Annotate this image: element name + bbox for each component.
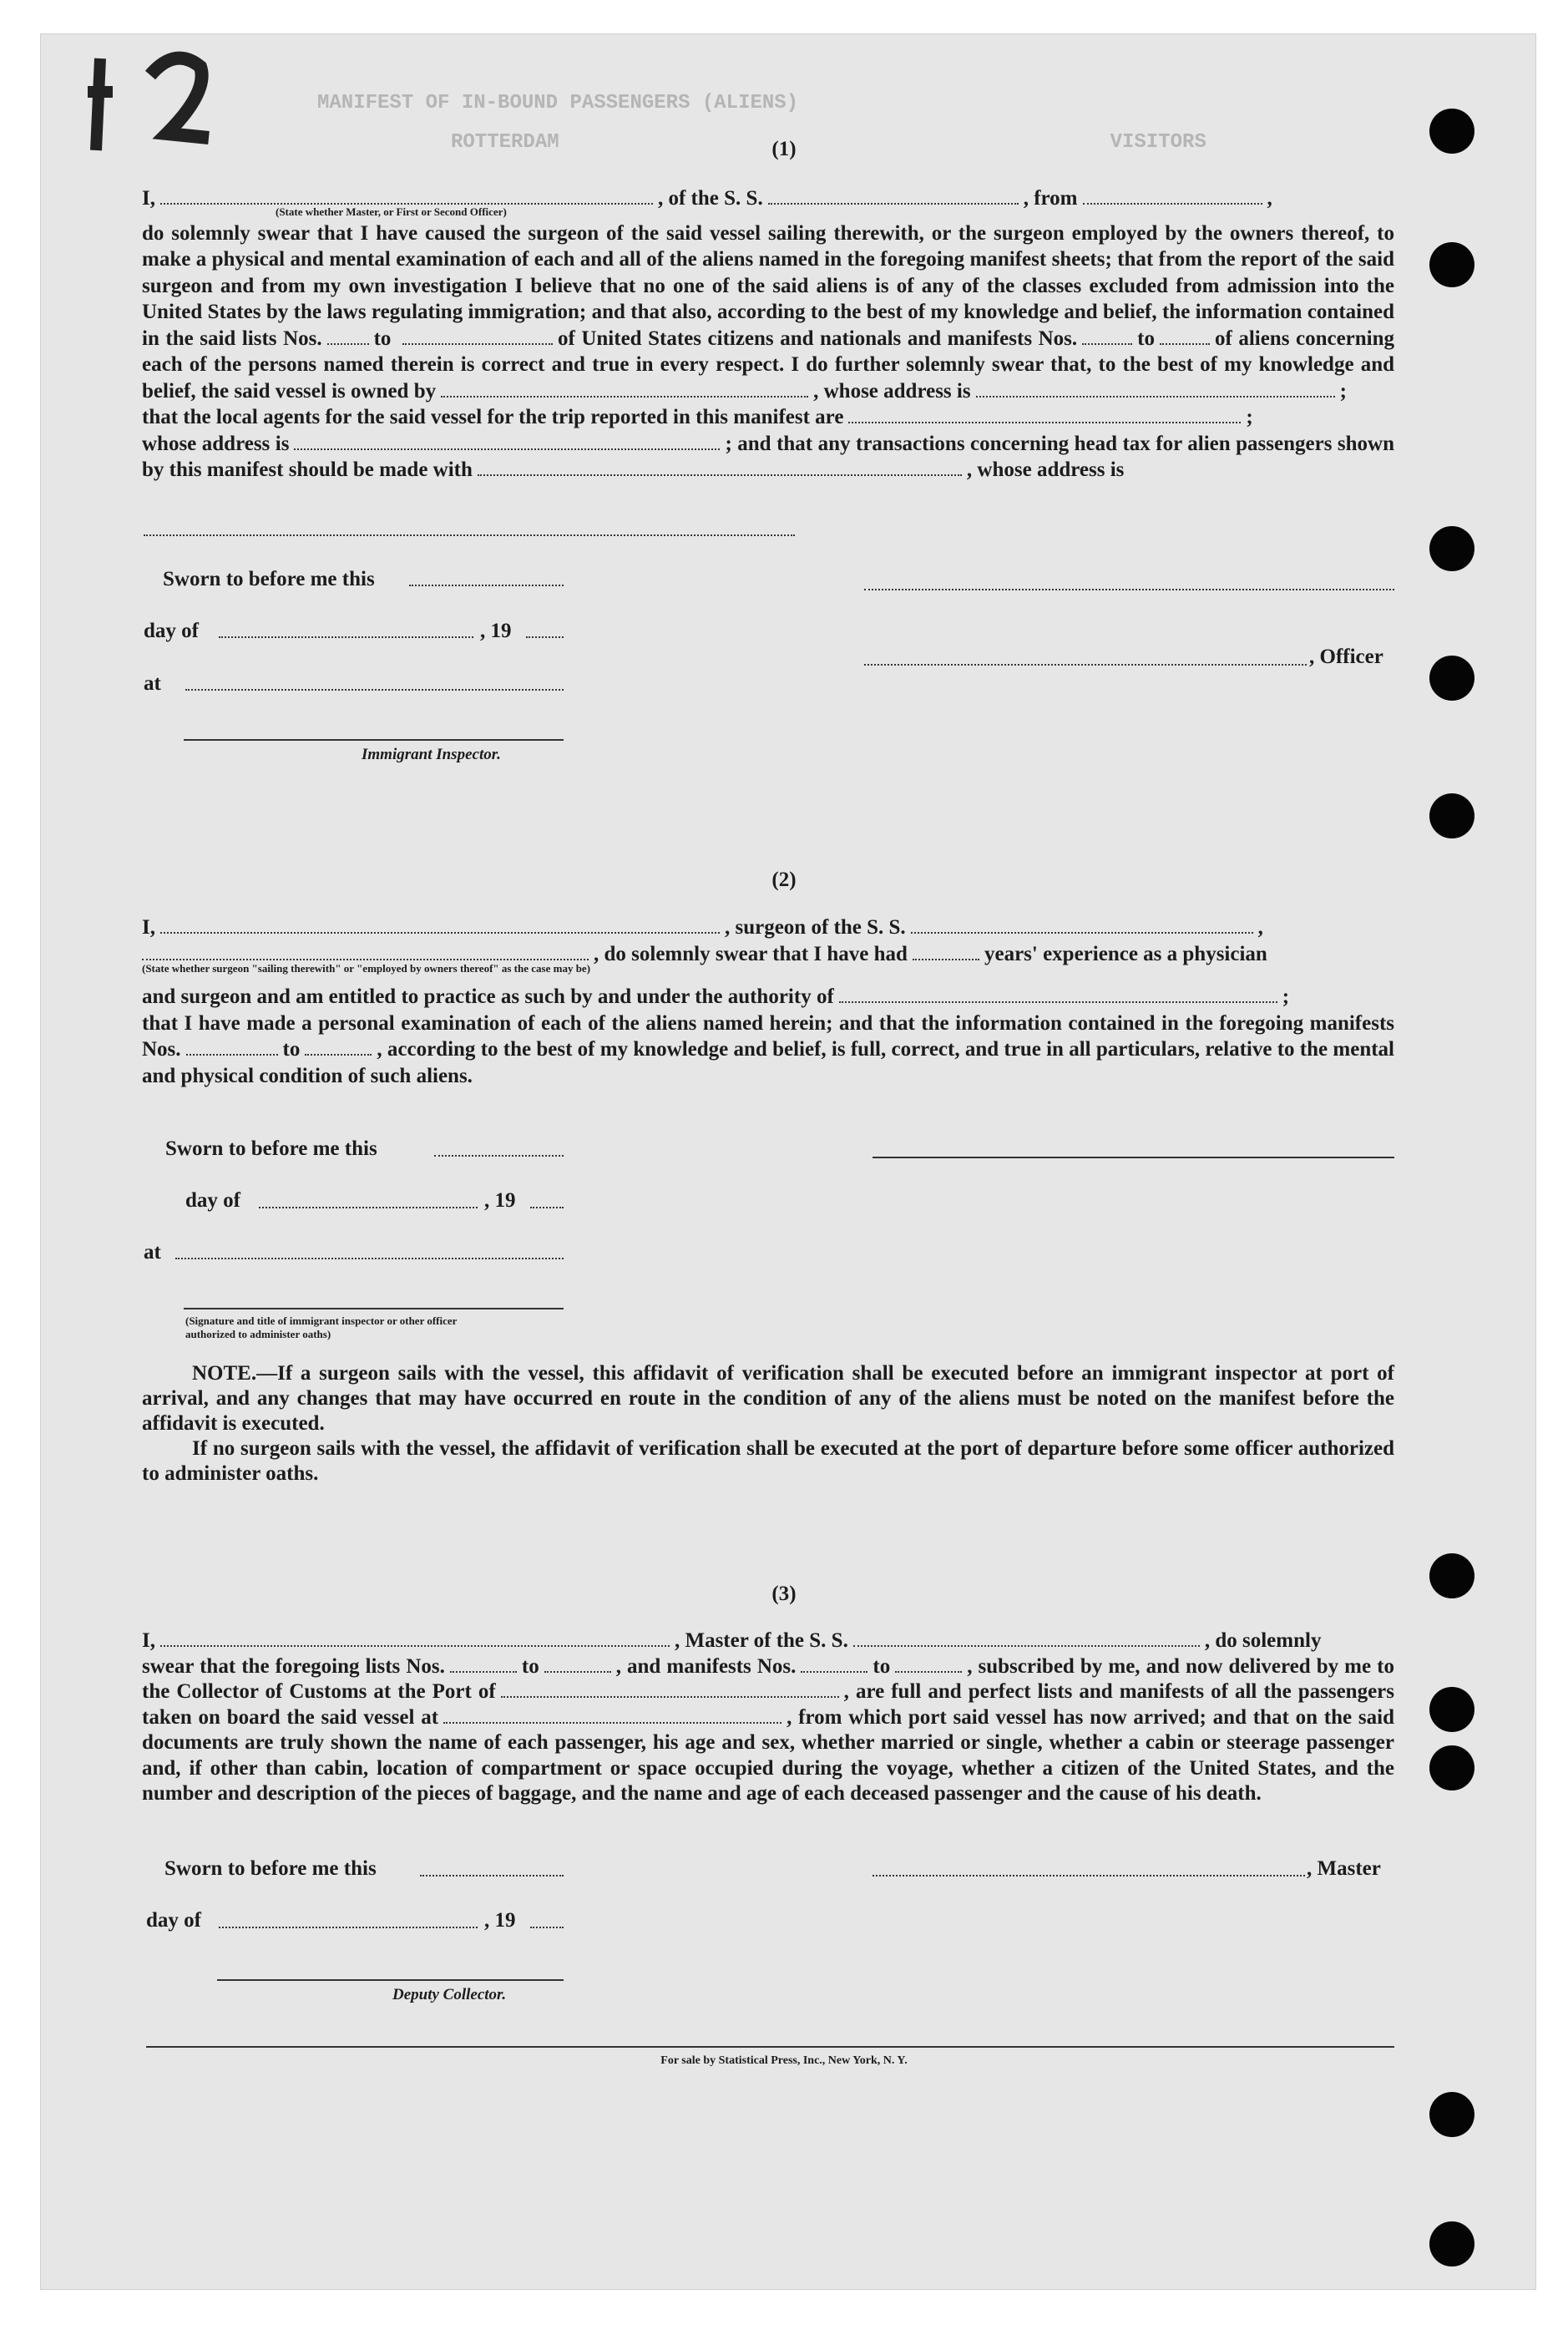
year-label-1: , 19 (480, 620, 512, 642)
punch-hole (1429, 793, 1474, 838)
punch-hole (1429, 1745, 1474, 1790)
year-label-2: , 19 (484, 1189, 516, 1212)
inspector-line-2 (873, 1157, 1394, 1158)
sworn-label-1: Sworn to before me this (163, 568, 375, 590)
deputy-label: Deputy Collector. (392, 1986, 507, 2003)
sworn-label-2: Sworn to before me this (165, 1137, 377, 1160)
section-3-number: (3) (771, 1583, 797, 1605)
section-2-number: (2) (771, 869, 797, 891)
address-line (144, 534, 795, 536)
footer-rule (146, 2046, 1394, 2048)
year-line (526, 636, 564, 638)
officer-line-1 (864, 589, 1394, 590)
section-1-number: (1) (771, 138, 797, 160)
at-label-2: at (144, 1241, 161, 1264)
day-of-label-3: day of (146, 1909, 201, 1932)
signature-note: (Signature and title of immigrant inspector or other officer authorized to administer oaths) (185, 1314, 458, 1340)
day-line (219, 1927, 478, 1928)
bleed-through-text: MANIFEST OF IN-BOUND PASSENGERS (ALIENS) ROTTERDAM VISITORS (317, 92, 1206, 154)
signature-line-2 (184, 1308, 564, 1309)
sworn-date-line (434, 1155, 564, 1157)
sworn-date-line (420, 1875, 564, 1877)
at-label-1: at (144, 672, 161, 695)
year-label-3: , 19 (484, 1909, 516, 1932)
sworn-label-3: Sworn to before me this (164, 1857, 377, 1880)
day-line (259, 1207, 478, 1208)
inspector-label: Immigrant Inspector. (362, 746, 501, 763)
day-line (219, 636, 473, 638)
printer-footer: For sale by Statistical Press, Inc., New York, N. Y. (660, 2054, 908, 2067)
year-line (530, 1207, 564, 1208)
section-1: I, , of the S. S. , from , (State whether Master, or First or Second Officer) do solemnly swear that I have caused the surgeon of the said vessel sailing therewith, or the surgeon employed by the owners thereof, to make a physical and mental examination of each and all of the aliens named in the foregoing manifest sheets; that from the report of the said surgeon and from my own investigation I believe that no one of the said aliens is of any of the classes excluded from admission into the United States by the laws regulating immigration; and that also, according to the best of my knowledge and belief, the information contained in the said lists Nos. to of United States citizens and nationals and manifests Nos. to of aliens concerning each of the persons named therein is correct and true in every respect. I do further solemnly swear that, to the best of my knowledge and belief, the said vessel is owned by , whose address is ; that the local agents for the said vessel for the trip reported in this manifest are ; whose address is ; and that any transactions concerning head tax for alien passengers shown by this manifest should be made with , whose address is (142, 187, 1395, 481)
master-label: , Master (1307, 1857, 1381, 1880)
punch-hole (1429, 526, 1474, 571)
year-line (530, 1927, 564, 1928)
punch-hole (1429, 242, 1474, 287)
section-3: I, , Master of the S. S. , do solemnly swear that the foregoing lists Nos. to , and manifests Nos. to , subscribed by me, and now delivered by me to the Collector of Customs at the Port of , are full and perfect lists and manifests of all the passengers taken on board the said vessel at , from which port said vessel has now arrived; and that on the said documents are truly shown the name of each passenger, his age and sex, whether married or single, whether a cabin or steerage passenger and, if other than cabin, location of compartment or space occupied during the voyage, whether a citizen of the United States, and the number and description of the pieces of baggage, and the name and age of each deceased passenger and the cause of his death. (142, 1629, 1394, 1805)
sworn-date-line (409, 585, 564, 586)
section-2: I, , surgeon of the S. S. , , do solemnly swear that I have had years' experience as a physician (State whether surgeon "sailing therewith" or "employed by owners thereof" as the case may be) and surgeon and am entitled to practice as such by and under the authority of ; that I have made a personal examination of each of the aliens named herein; and that the information contained in the foregoing manifests Nos. to , according to the best of my knowledge and belief, is full, correct, and true in all particulars, relative to the mental and physical condition of such aliens. (142, 916, 1394, 1087)
deputy-signature-line (217, 1979, 564, 1981)
day-of-label-1: day of (144, 620, 199, 642)
punch-hole (1429, 2092, 1474, 2137)
punch-hole (1429, 656, 1474, 701)
inspector-signature-line (184, 739, 564, 741)
punch-hole (1429, 2221, 1474, 2267)
at-line (185, 689, 564, 691)
day-of-label-2: day of (185, 1189, 240, 1212)
officer-line-2 (864, 664, 1307, 666)
master-line (873, 1875, 1305, 1877)
officer-label: , Officer (1309, 646, 1383, 668)
punch-hole (1429, 1687, 1474, 1732)
note-block: NOTE.—If a surgeon sails with the vessel, this affidavit of verification shall be executed before an immigrant inspector at port of arrival, and any changes that may have occurred en route in the condition of any of the aliens must be noted on the manifest before the affidavit is executed. If no surgeon sails with the vessel, the affidavit of verification shall be executed at the port of departure before some officer authorized to administer oaths. (142, 1362, 1394, 1485)
at-line (175, 1258, 564, 1259)
